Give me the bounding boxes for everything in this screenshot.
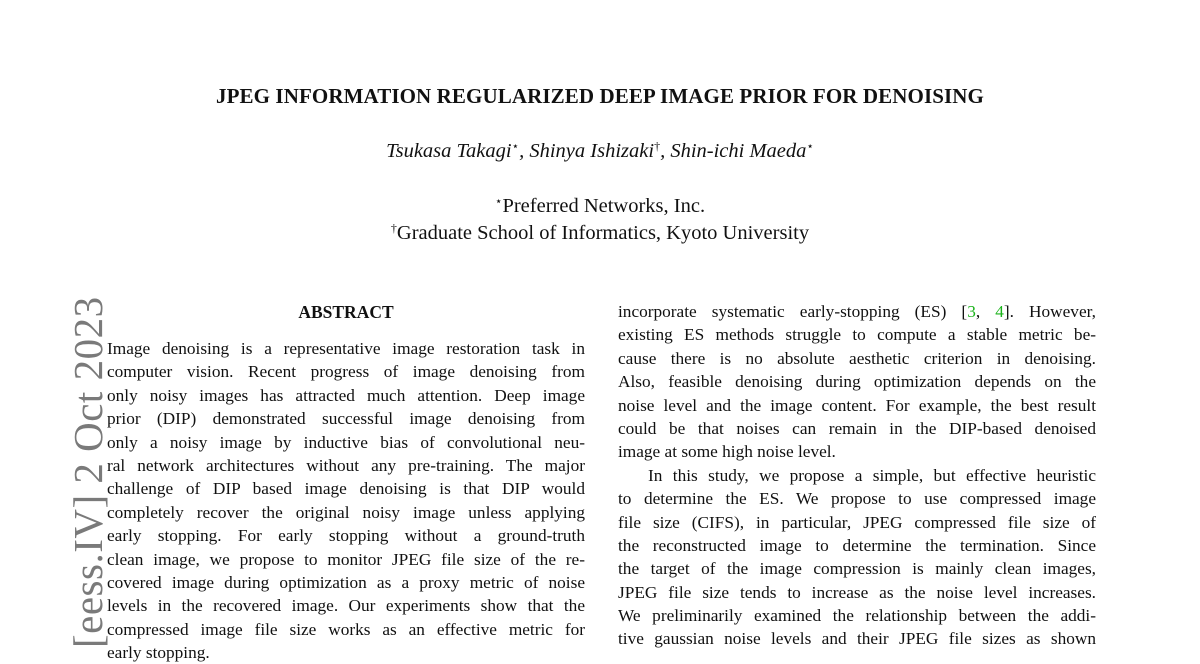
- text-line: completely recover the original noisy image unless applying: [107, 502, 585, 522]
- author-mark: ⋆: [511, 139, 520, 153]
- text-line: noise level and the image content. For example, the best result: [618, 395, 1096, 415]
- citation-link[interactable]: 4: [995, 302, 1004, 321]
- text-line: [618, 300, 1096, 323]
- text-line: We preliminarily examined the relationship between the addi-: [618, 606, 1096, 626]
- author-name: Tsukasa Takagi: [386, 140, 512, 162]
- text-line: early stopping. For early stopping without a ground-truth: [107, 526, 585, 546]
- text-line: could be that noises can remain in the DIP-based denoised: [618, 418, 1096, 438]
- text-line: the target of the image compression is mainly clean images,: [618, 559, 1096, 579]
- text-line: In this study, we propose a simple, but effective heuristic: [648, 465, 1096, 485]
- body-column-right: [618, 300, 1096, 651]
- author-name: Shinya Ishizaki: [529, 140, 655, 162]
- text-line: only a noisy image by inductive bias of convolutional neu-: [107, 432, 585, 452]
- abstract-body: [107, 337, 585, 664]
- affiliation: [0, 222, 1200, 245]
- affiliation-name: Preferred Networks, Inc.: [502, 195, 706, 217]
- text-line: cause there is no absolute aesthetic criterion in denoising.: [618, 348, 1096, 368]
- text-line: challenge of DIP based image denoising is that DIP would: [107, 479, 585, 499]
- text-line: covered image during optimization as a proxy metric of noise: [107, 572, 585, 592]
- text-line: existing ES methods struggle to compute a stable metric be-: [618, 325, 1096, 345]
- text-line: JPEG file size tends to increase as the noise level increases.: [618, 582, 1096, 602]
- text-line: image at some high noise level.: [618, 442, 836, 462]
- text-line: file size (CIFS), in particular, JPEG compressed file size of: [618, 512, 1096, 532]
- text-line: levels in the recovered image. Our experiments show that the: [107, 596, 585, 616]
- citation-link[interactable]: 3: [967, 302, 976, 321]
- text-line: Also, feasible denoising during optimization depends on the: [618, 372, 1096, 392]
- text-line: compressed image file size works as an effective metric for: [107, 619, 585, 639]
- text-line: early stopping.: [107, 643, 210, 663]
- text-fragment: incorporate systematic early-stopping (ES) [: [618, 302, 968, 321]
- text-fragment: ,: [975, 302, 996, 321]
- author-list: Tsukasa Takagi⋆, Shinya Ishizaki†, Shin-ichi Maeda⋆: [386, 139, 814, 162]
- text-line: the reconstructed image to determine the termination. Since: [618, 535, 1096, 555]
- text-line: prior (DIP) demonstrated successful image denoising from: [107, 409, 585, 429]
- author-name: Shin-ichi Maeda: [670, 140, 807, 162]
- author-mark: ⋆: [806, 139, 814, 153]
- paper-title: JPEG INFORMATION REGULARIZED DEEP IMAGE PRIOR FOR DENOISING: [216, 84, 984, 108]
- author-mark: †: [654, 139, 661, 153]
- text-line: ral network architectures without any pre-training. The major: [107, 455, 585, 475]
- text-line: computer vision. Recent progress of image denoising from: [107, 362, 585, 382]
- text-line: tive gaussian noise levels and their JPEG file sizes as shown: [618, 629, 1096, 649]
- affiliation-mark: ⋆: [494, 194, 503, 208]
- text-line: only noisy images has attracted much attention. Deep image: [107, 385, 585, 405]
- affiliation-mark: †: [390, 221, 397, 235]
- abstract-heading: ABSTRACT: [298, 302, 394, 322]
- text-line: to determine the ES. We propose to use compressed image: [618, 489, 1096, 509]
- text-line: Image denoising is a representative image restoration task in: [107, 339, 585, 358]
- affiliation: [0, 195, 1200, 218]
- text-fragment: ]. However,: [1003, 302, 1097, 321]
- affiliation-name: Graduate School of Informatics, Kyoto University: [396, 222, 810, 244]
- arxiv-stamp: [eess.IV] 2 Oct 2023: [65, 296, 111, 648]
- text-line: clean image, we propose to monitor JPEG file size of the re-: [107, 549, 585, 569]
